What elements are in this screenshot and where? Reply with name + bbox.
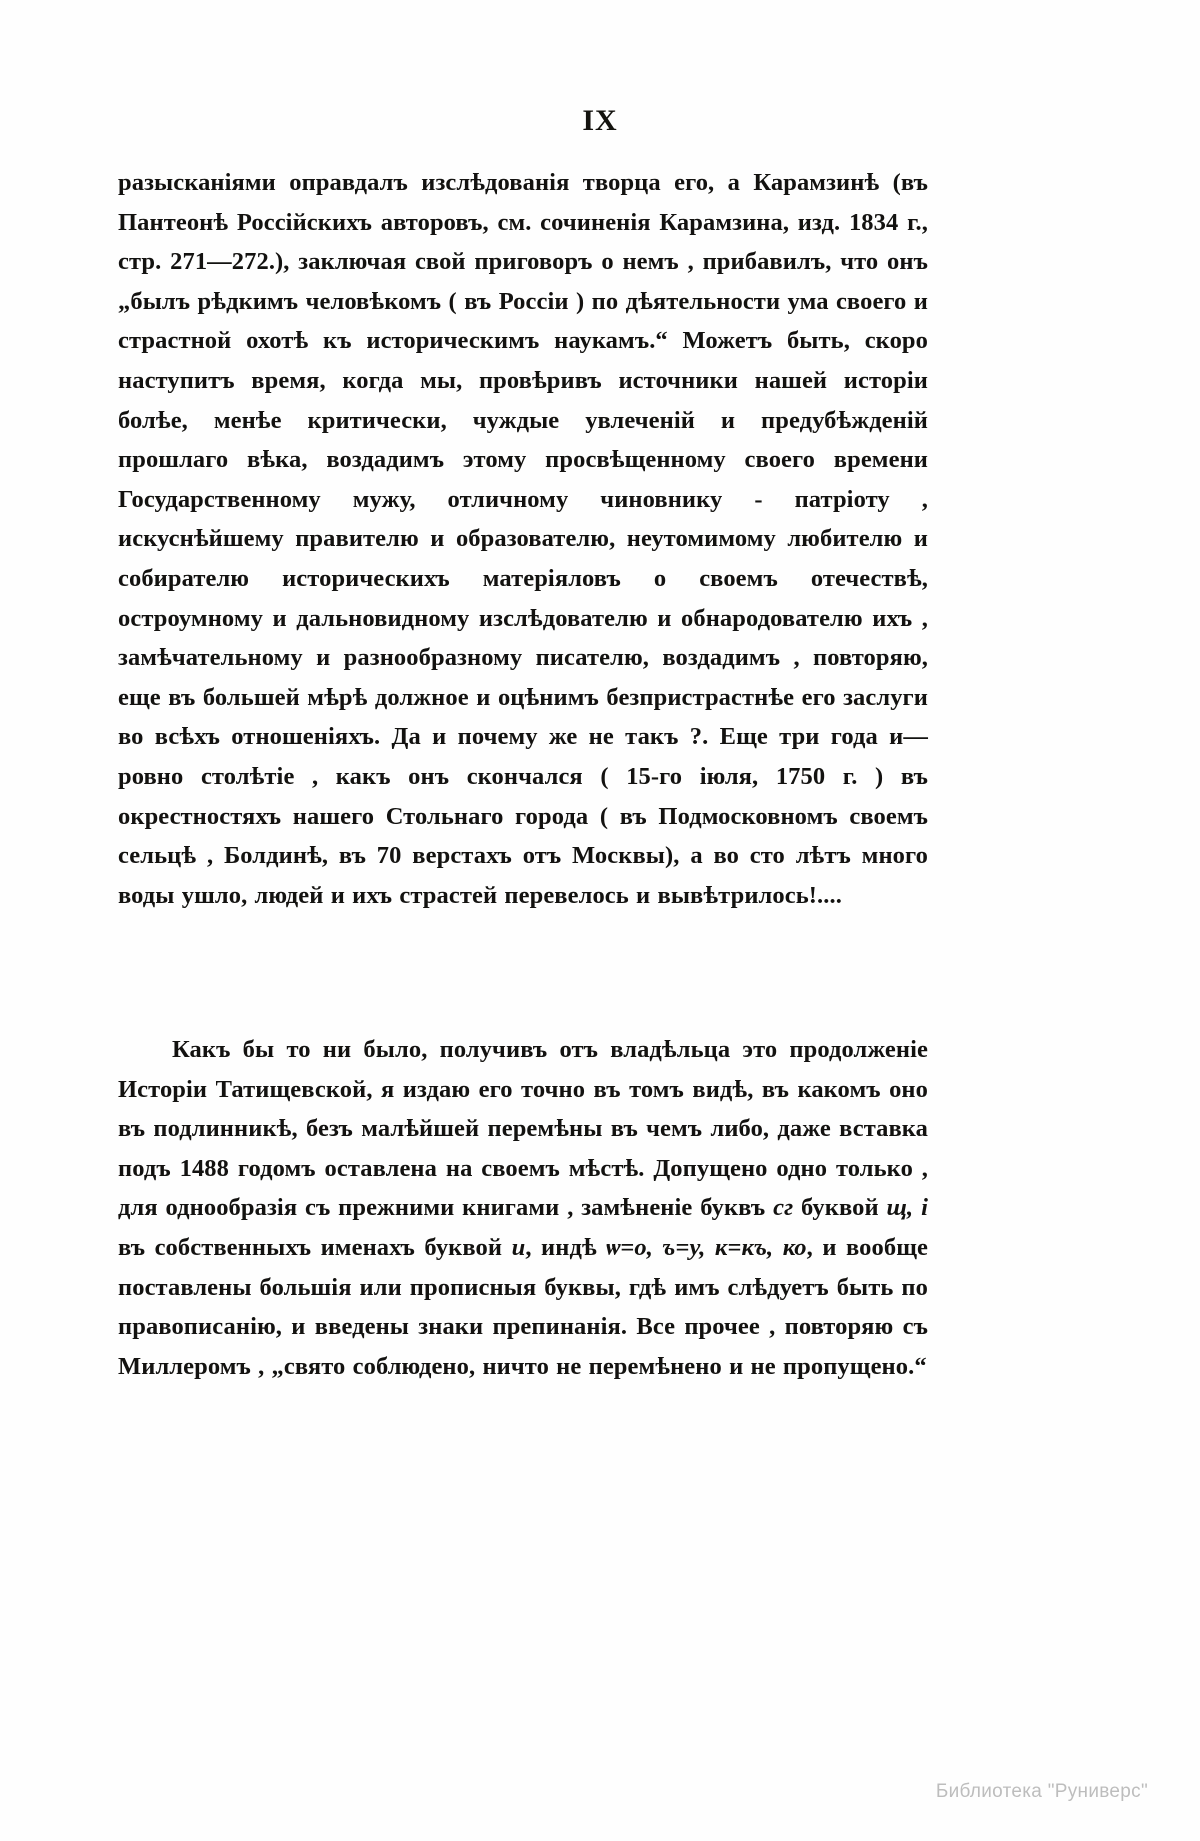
paragraph-2-italic-3: и bbox=[511, 1233, 526, 1261]
paragraph-2-italic-4: ѡ=о, ъ=у, к=къ, ко bbox=[606, 1233, 807, 1261]
paragraph-2-segment-2: буквой bbox=[793, 1194, 887, 1222]
paragraph-2-segment-3: въ собственныхъ именахъ буквой bbox=[118, 1233, 512, 1261]
body-paragraph-1: разысканіями оправдалъ изслѣдованія творца его, а Карамзинѣ (въ Пантеонѣ Россійскихъ авторовъ, см. сочиненія Карамзина, изд. 1834 г., стр. 271—272.), заключая свой приговоръ о немъ , прибавилъ, что онъ „былъ рѣдкимъ человѣкомъ ( въ Россіи ) по дѣятельности ума своего и страстной охотѣ къ историческимъ наукамъ.“ Можетъ быть, скоро наступитъ время, когда мы, провѣривъ источники нашей исторіи болѣе, менѣе критически, чуждые увлеченій и предубѣжденій прошлаго вѣка, воздадимъ этому просвѣщенному своего времени Государственному мужу, отличному чиновнику - патріоту , искуснѣйшему правителю и образователю, неутомимому любителю и собирателю историческихъ матеріяловъ о своемъ отечествѣ, остроумному и дальновидному изслѣдователю и обнародователю ихъ , замѣчательному и разнообразному писателю, воздадимъ , повторяю, еще въ большей мѣрѣ должное и оцѣнимъ безпристрастнѣе его заслуги во всѣхъ отношеніяхъ. Да и почему же не такъ ?. Еще три года и—ровно столѣтіе , какъ онъ скончался ( 15-го іюля, 1750 г. ) въ окрестностяхъ нашего Стольнаго города ( въ Подмосковномъ своемъ сельцѣ , Болдинѣ, въ 70 верстахъ отъ Москвы), а во сто лѣтъ много воды ушло, людей и ихъ страстей перевелось и вывѣтрилось!.... bbox=[118, 169, 928, 909]
body-paragraph-2 bbox=[118, 1030, 928, 1386]
paragraph-2-segment-4: , индѣ bbox=[525, 1233, 607, 1261]
library-watermark: Библиотека "Руниверс" bbox=[935, 1781, 1148, 1802]
paragraph-2-italic-1: сг bbox=[773, 1194, 794, 1222]
paragraph-2-italic-2: щ, і bbox=[886, 1194, 928, 1222]
paragraph-2-segment-1: Какъ бы то ни было, получивъ отъ владѣльца это продолженіе Исторіи Татищевской, я издаю его точно въ томъ видѣ, въ какомъ оно въ подлинникѣ, безъ малѣйшей перемѣны въ чемъ либо, даже вставка подъ 1488 годомъ оставлена на своемъ мѣстѣ. Допущено одно только , для однообразія съ прежними книгами , замѣненіе буквъ bbox=[118, 1036, 928, 1222]
paragraph-2-segment-5: , и вообще поставлены большія или прописныя буквы, гдѣ имъ слѣдуетъ быть по правописанію, и введены знаки препинанія. Все прочее , повторяю съ Миллеромъ , „свято соблюдено, ничто не перемѣнено и не пропущено.“ bbox=[118, 1233, 928, 1380]
page-number: IX bbox=[582, 104, 618, 137]
